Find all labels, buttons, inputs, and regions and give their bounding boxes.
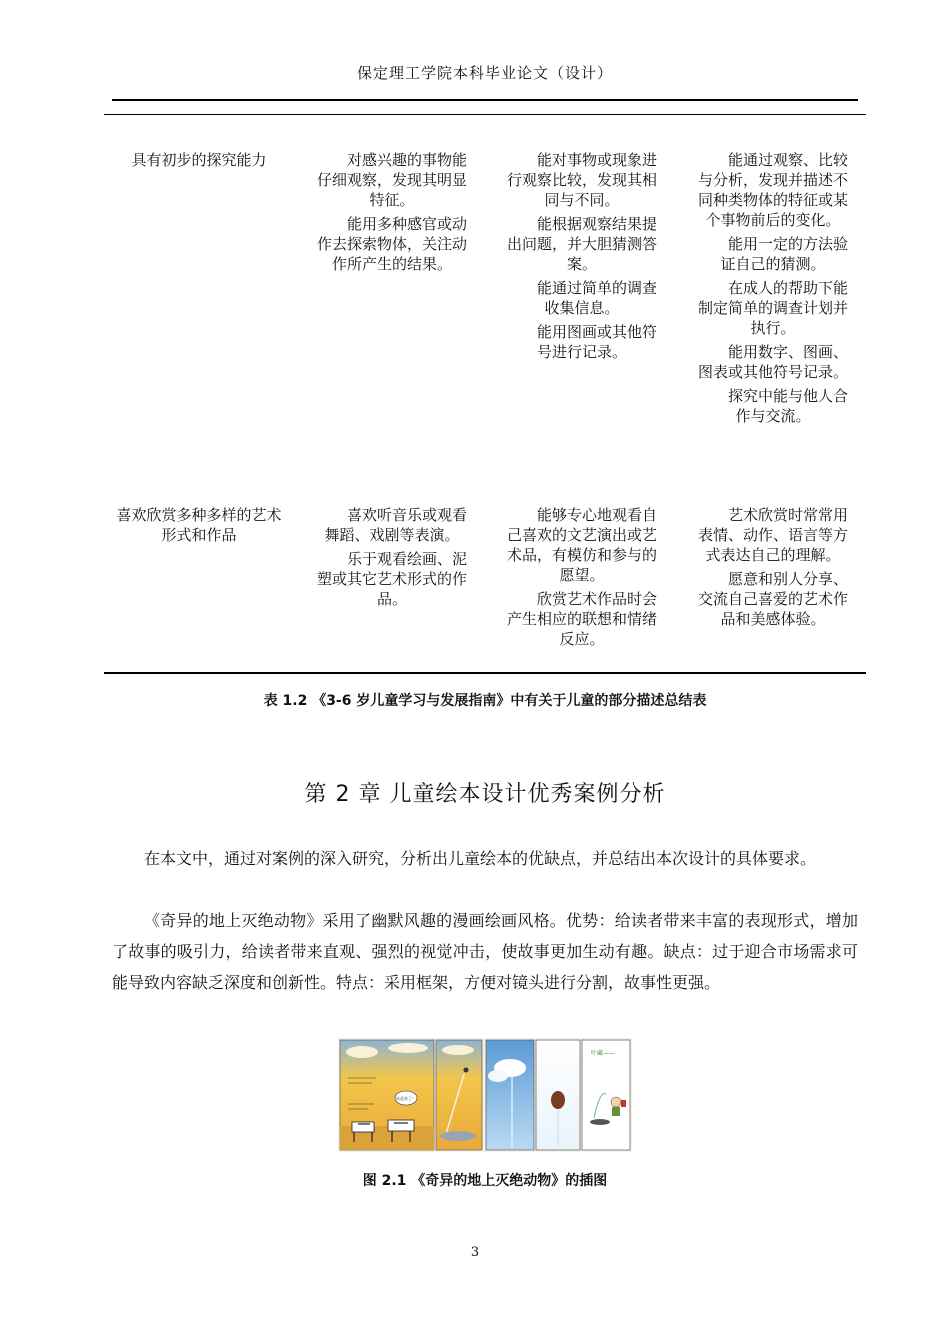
comic-panel [486, 1040, 534, 1150]
page-number: 3 [470, 1245, 480, 1260]
cell-text: 能通过观察、比较与分析，发现并描述不同种类物体的特征或某个事物前后的变化。 [697, 151, 848, 229]
table-cell-age3-4 [312, 505, 472, 613]
body-paragraph: 《奇异的地上灭绝动物》采用了幽默风趣的漫画绘画风格。优势：给读者带来丰富的表现形式，增加了故事的吸引力，给读者带来直观、强烈的视觉冲击，使故事更加生动有趣。缺点：过于迎合市场需求可能导致内容缺乏深度和创新性。特点：采用框架，方便对镜头进行分割，故事性更强。 [112, 911, 858, 992]
body-paragraph: 在本文中，通过对案例的深入研究，分析出儿童绘本的优缺点，并总结出本次设计的具体要求。 [144, 849, 817, 868]
comic-illustration [338, 1038, 632, 1152]
cell-text: 能对事物或现象进行观察比较，发现其相同与不同。 [506, 151, 657, 209]
cell-text: 能根据观察结果提出问题，并大胆猜测答案。 [506, 215, 657, 273]
cell-text: 喜欢听音乐或观看舞蹈、戏剧等表演。 [324, 506, 467, 544]
cell-text: 艺术欣赏时常常用表情、动作、语言等方式表达自己的理解。 [697, 506, 848, 564]
cell-text: 能用数字、图画、图表或其他符号记录。 [697, 343, 848, 381]
cell-text: 能通过简单的调查收集信息。 [536, 279, 657, 317]
cell-text: 能用多种感官或动作去探索物体，关注动作所产生的结果。 [316, 215, 467, 273]
chapter-title: 第 2 章 儿童绘本设计优秀案例分析 [304, 782, 666, 807]
table-cell-age5-6 [692, 505, 854, 633]
speech-bubble-text: 站起来了！ [396, 1096, 416, 1101]
cell-text: 愿意和别人分享、交流自己喜爱的艺术作品和美感体验。 [697, 570, 848, 628]
panel-label: 叶藏—— [591, 1050, 616, 1057]
comic-panel [582, 1040, 630, 1150]
table-caption: 表 1.2 《3-6 岁儿童学习与发展指南》中有关于儿童的部分描述总结表 [263, 693, 707, 709]
cell-text: 探究中能与他人合作与交流。 [727, 387, 848, 425]
cell-text: 乐于观看绘画、泥塑或其它艺术形式的作品。 [316, 550, 467, 608]
comic-panel [340, 1040, 434, 1150]
cell-text: 喜欢欣赏多种多样的艺术形式和作品 [116, 506, 282, 544]
running-header: 保定理工学院本科毕业论文（设计） [356, 64, 613, 82]
comic-panel [536, 1040, 580, 1150]
comic-panel [436, 1040, 482, 1150]
table-cell-age4-5 [502, 505, 662, 653]
cell-text: 对感兴趣的事物能仔细观察，发现其明显特征。 [316, 151, 467, 209]
table-bottom-rule [104, 672, 866, 674]
table-cell-goal [114, 150, 284, 174]
figure-caption: 图 2.1 《奇异的地上灭绝动物》的插图 [362, 1173, 608, 1189]
table-top-rule [104, 114, 866, 115]
cell-text: 能用一定的方法验证自己的猜测。 [720, 235, 848, 273]
cell-text: 欣赏艺术作品时会产生相应的联想和情绪反应。 [506, 590, 657, 648]
cell-text: 能够专心地观看自己喜欢的文艺演出或艺术品，有模仿和参与的愿望。 [506, 506, 657, 584]
cell-text: 在成人的帮助下能制定简单的调查计划并执行。 [697, 279, 848, 337]
table-cell-age5-6 [692, 150, 854, 430]
cell-text: 具有初步的探究能力 [131, 151, 267, 169]
cell-text: 能用图画或其他符号进行记录。 [536, 323, 657, 361]
table-cell-age3-4 [312, 150, 472, 278]
table-cell-age4-5 [502, 150, 662, 366]
table-cell-goal [114, 505, 284, 549]
header-rule [112, 99, 858, 101]
